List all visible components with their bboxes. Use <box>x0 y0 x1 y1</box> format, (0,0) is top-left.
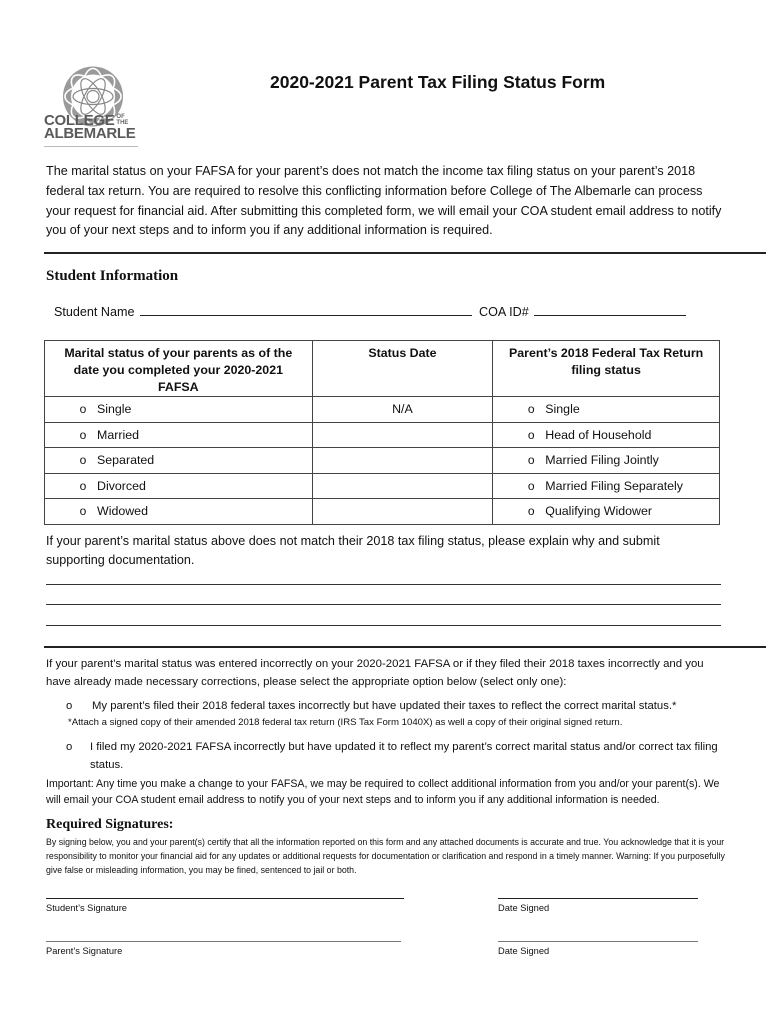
student-info-heading: Student Information <box>46 268 179 284</box>
table-row <box>45 473 720 499</box>
header-status-date: Status Date <box>312 341 493 397</box>
form-title: 2020-2021 Parent Tax Filing Status Form <box>270 72 606 92</box>
marital-option-single[interactable]: o Single <box>45 402 312 416</box>
header-marital: Marital status of your parents as of the date you completed your 2020-2021 FAFSA <box>45 341 313 397</box>
option-marker: o <box>79 402 87 417</box>
table-header-row <box>45 341 720 397</box>
option-marker: o <box>79 504 87 519</box>
marital-option-separated[interactable]: o Separated <box>45 453 312 467</box>
logo-divider <box>44 146 138 147</box>
college-logo-wordmark <box>44 114 135 140</box>
date-signed-label-1: Date Signed <box>498 903 550 913</box>
signatures-text: By signing below, you and your parent(s) certify that all the information reported on this form and any attached documents is accurate and true. You acknowledge that it is your responsibility to monitor your financial aid for any updates or additional requests for documentation or clarification and respond in a timely manner. Warning: If you purposefully give false or misleading information, you may be fined, sentenced to jail or both. <box>46 837 725 875</box>
section-divider <box>44 646 766 648</box>
status-date-cell[interactable] <box>312 473 493 499</box>
tax-option-qualifying-widower[interactable]: o Qualifying Widower <box>493 504 719 518</box>
intro-paragraph: The marital status on your FAFSA for your parent’s does not match the income tax filing status on your parent’s 2018 federal tax return. You are required to resolve this conflicting information before College of The Albemarle can process your request for financial aid. After submitting this completed form, we will email your COA student email address to notify you of your next steps and to inform you if any additional information is required. <box>46 164 722 238</box>
important-note: Important: Any time you make a change to your FAFSA, we may be required to collect additional information from you and/or your parent(s). We will email your COA student email address to notify you of your next steps and to inform you if any additional information is needed. <box>46 778 720 806</box>
correction-option-2-label: I filed my 2020-2021 FAFSA incorrectly but have updated it to reflect my parent’s correct marital status and/or correct tax filing status. <box>90 741 718 771</box>
option-marker: o <box>79 453 87 468</box>
parent-signature-line[interactable] <box>46 941 401 942</box>
correction-option-2[interactable] <box>66 739 726 774</box>
marital-option-widowed[interactable]: o Widowed <box>45 504 312 518</box>
date-signed-line-1[interactable] <box>498 898 698 899</box>
option-marker: o <box>66 741 73 753</box>
logo-line1: COLLEGE <box>44 112 115 129</box>
tax-option-single[interactable]: o Single <box>493 402 719 416</box>
table-row <box>45 448 720 474</box>
correction-option-1-label: My parent’s filed their 2018 federal taxes incorrectly but have updated their taxes to reflect the correct marital status.* <box>92 700 677 712</box>
tax-option-married-filing-jointly[interactable]: o Married Filing Jointly <box>493 453 719 467</box>
corrections-intro: If your parent’s marital status was entered incorrectly on your 2020-2021 FAFSA or if they filed their 2018 taxes incorrectly and you have already made necessary corrections, please select the appropriate option below (select only one): <box>46 658 704 688</box>
option-marker: o <box>79 478 87 493</box>
student-signature-label: Student’s Signature <box>46 903 127 913</box>
parent-signature-label: Parent’s Signature <box>46 946 123 956</box>
student-name-label: Student Name <box>54 305 135 319</box>
marital-option-divorced[interactable]: o Divorced <box>45 479 312 493</box>
option-marker: o <box>527 478 535 493</box>
logo-line2: ALBEMARLE <box>44 125 136 142</box>
correction-option-1[interactable] <box>66 698 726 716</box>
date-signed-line-2[interactable] <box>498 941 698 942</box>
option-marker: o <box>79 427 87 442</box>
status-date-cell[interactable] <box>312 422 493 448</box>
logo-of-the: OF THE <box>116 114 129 126</box>
tax-option-married-filing-separately[interactable]: o Married Filing Separately <box>493 479 719 493</box>
section-divider <box>44 252 766 254</box>
table-row <box>45 499 720 525</box>
explain-line-1[interactable] <box>46 584 721 585</box>
table-row <box>45 422 720 448</box>
correction-option-1-note: *Attach a signed copy of their amended 2018 federal tax return (IRS Tax Form 1040X) as well a copy of their original signed return. <box>68 717 623 728</box>
student-name-row <box>54 303 472 322</box>
student-signature-line[interactable] <box>46 898 404 899</box>
explain-line-3[interactable] <box>46 625 721 626</box>
status-table <box>44 340 720 525</box>
status-date-cell: N/A <box>312 397 493 423</box>
status-date-cell[interactable] <box>312 448 493 474</box>
tax-option-head-of-household[interactable]: o Head of Household <box>493 428 719 442</box>
signatures-heading: Required Signatures: <box>46 817 174 832</box>
option-marker: o <box>66 700 73 712</box>
coa-id-label: COA ID# <box>479 305 529 319</box>
coa-id-row <box>479 303 686 322</box>
student-name-field[interactable] <box>140 303 472 316</box>
option-marker: o <box>527 427 535 442</box>
explain-line-2[interactable] <box>46 604 721 605</box>
header-tax-status: Parent’s 2018 Federal Tax Return filing status <box>493 341 720 397</box>
explain-prompt: If your parent’s marital status above does not match their 2018 tax filing status, please explain why and submit supporting documentation. <box>46 534 660 567</box>
status-date-cell[interactable] <box>312 499 493 525</box>
option-marker: o <box>527 453 535 468</box>
coa-id-field[interactable] <box>534 303 686 316</box>
date-signed-label-2: Date Signed <box>498 946 550 956</box>
marital-option-married[interactable]: o Married <box>45 428 312 442</box>
table-row <box>45 397 720 423</box>
option-marker: o <box>527 504 535 519</box>
option-marker: o <box>527 402 535 417</box>
